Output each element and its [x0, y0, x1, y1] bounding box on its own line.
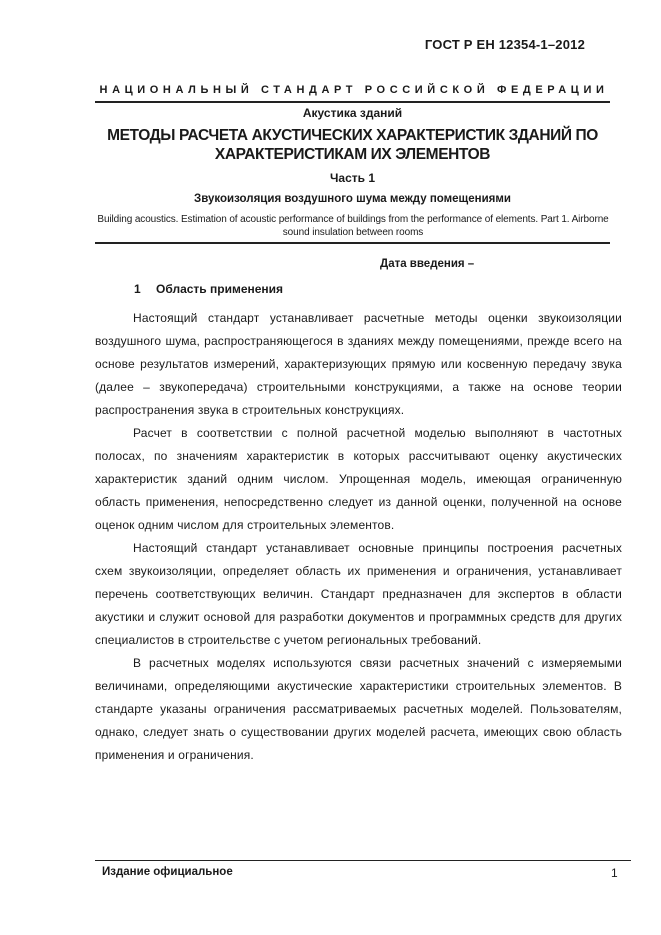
paragraph: Настоящий стандарт устанавливает расчетные методы оценки звукоизоляции воздушного шума, распространяющегося в зданиях между помещениями, прежде всего на основе результатов измерений, характеризующих прямую или косвенную передачу звука (далее – звукопередача) строительными конструкциями, а также на основе теории распространения звука в строительных конструкциях.	[95, 311, 622, 417]
top-divider	[95, 101, 610, 103]
body-text	[95, 307, 622, 767]
section-heading	[134, 282, 283, 296]
introduction-date: Дата введения –	[380, 258, 475, 270]
section-title: Область применения	[156, 282, 284, 296]
document-subtitle: Звукоизоляция воздушного шума между помещениями	[194, 193, 511, 205]
paragraph: В расчетных моделях используются связи расчетных значений с измеряемыми величинами, определяющими акустические характеристики строительных элементов. В стандарте указаны ограничения рассматриваемых расчетных моделей. Пользователям, однако, следует знать о существовании других моделей расчета, имеющих свою область применения и ограничения.	[95, 656, 622, 762]
national-standard-heading: НАЦИОНАЛЬНЫЙ СТАНДАРТ РОССИЙСКОЙ ФЕДЕРАЦИИ	[99, 84, 609, 96]
document-title: МЕТОДЫ РАСЧЕТА АКУСТИЧЕСКИХ ХАРАКТЕРИСТИК ЗДАНИЙ ПО ХАРАКТЕРИСТИКАМ ИХ ЭЛЕМЕНТОВ	[107, 127, 598, 163]
part-label: Часть 1	[329, 171, 376, 185]
page-number: 1	[611, 866, 618, 880]
paragraph: Настоящий стандарт устанавливает основные принципы построения расчетных схем звукоизоляции, определяет область их применения и ограничения, устанавливает перечень соответствующих величин. Стандарт предназначен для экспертов в области акустики и служит основой для разработки документов и программных средств для других специалистов в строительстве с учетом региональных требований.	[95, 541, 622, 647]
footer-divider	[95, 860, 631, 861]
document-number: ГОСТ Р ЕН 12354-1–2012	[424, 37, 585, 52]
english-title: Building acoustics. Estimation of acoustic performance of buildings from the performance of elements. Part 1. Airborne sound insulation between rooms	[97, 214, 609, 238]
edition-label: Издание официальное	[102, 866, 233, 878]
subject-heading: Акустика зданий	[302, 106, 403, 120]
title-divider	[95, 242, 610, 244]
paragraph: Расчет в соответствии с полной расчетной моделью выполняют в частотных полосах, по значениям характеристик в которых рассчитывают оценку акустических характеристик зданий одним числом. Упрощенная модель, имеющая ограниченную область применения, непосредственно следует из данной оценки, полученной на основе оценок одним числом для строительных элементов.	[95, 426, 622, 532]
section-number: 1	[134, 282, 141, 296]
